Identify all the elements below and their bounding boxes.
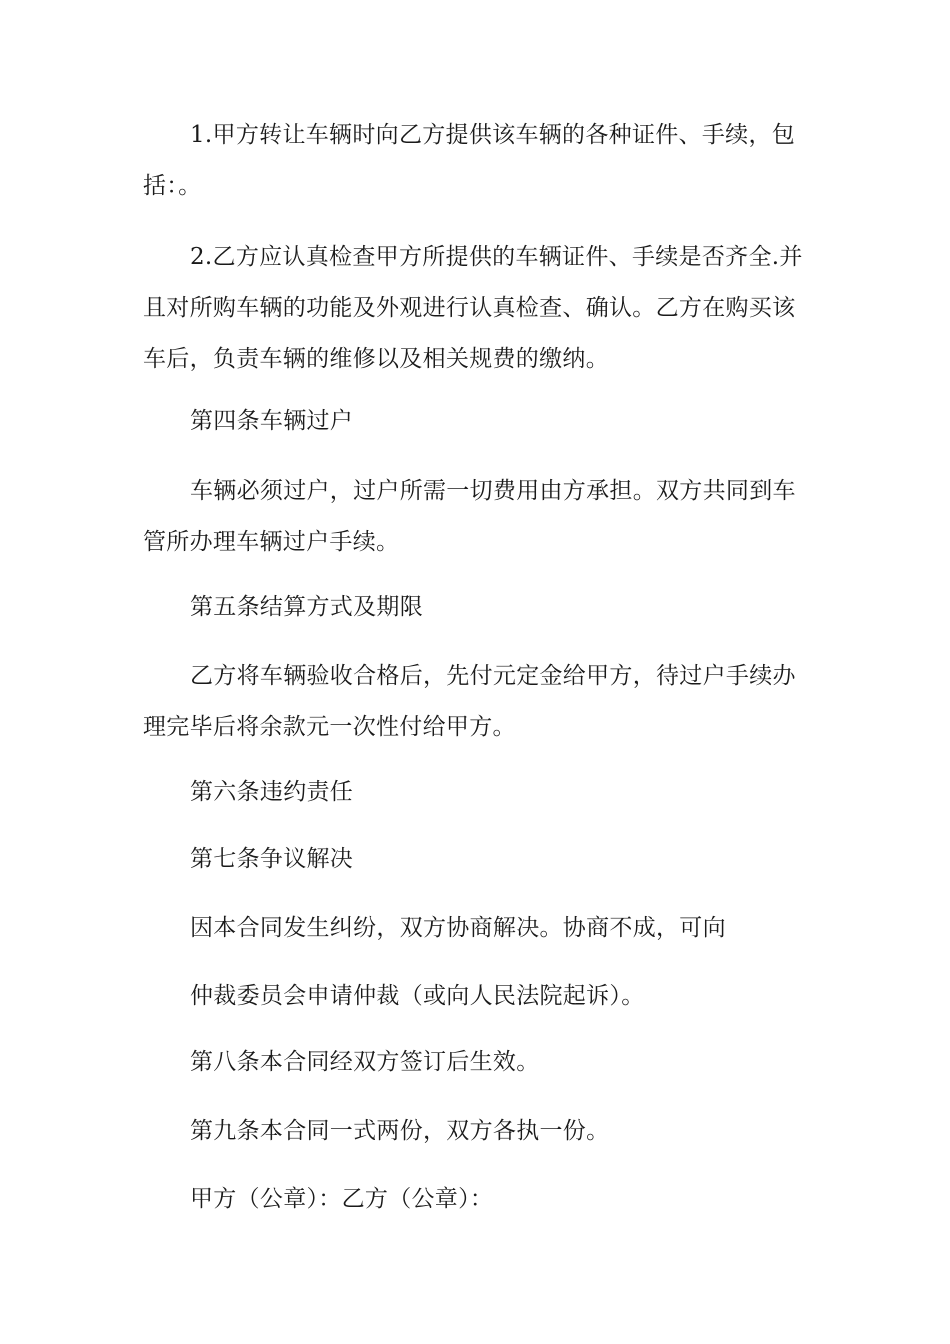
clause-7-heading: 第七条争议解决 [190, 846, 354, 872]
clause-7-body-line-2: 仲裁委员会申请仲裁（或向人民法院起诉）。 [190, 983, 645, 1009]
clause-8: 第八条本合同经双方签订后生效。 [190, 1049, 540, 1075]
clause-7-body-line-1: 因本合同发生纠纷，双方协商解决。协商不成，可向 [190, 915, 726, 941]
clause-9: 第九条本合同一式两份，双方各执一份。 [190, 1118, 610, 1144]
clause-5-heading: 第五条结算方式及期限 [190, 594, 423, 620]
signature-line: 甲方（公章）：乙方（公章）： [190, 1186, 494, 1212]
clause-6-heading: 第六条违约责任 [190, 779, 354, 805]
clause-4-heading: 第四条车辆过户 [190, 408, 354, 434]
clause-3-item-2: 2.乙方应认真检查甲方所提供的车辆证件、手续是否齐全.并且对所购车辆的功能及外观进行认真检查、确认。乙方在购买该车后，负责车辆的维修以及相关规费的缴纳。 [143, 244, 803, 372]
clause-5-body: 乙方将车辆验收合格后，先付元定金给甲方，待过户手续办理完毕后将余款元一次性付给甲方。 [143, 663, 796, 740]
clause-3-item-1: 1.甲方转让车辆时向乙方提供该车辆的各种证件、手续，包括：。 [143, 122, 796, 199]
clause-4-body: 车辆必须过户，过户所需一切费用由方承担。双方共同到车管所办理车辆过户手续。 [143, 478, 796, 555]
